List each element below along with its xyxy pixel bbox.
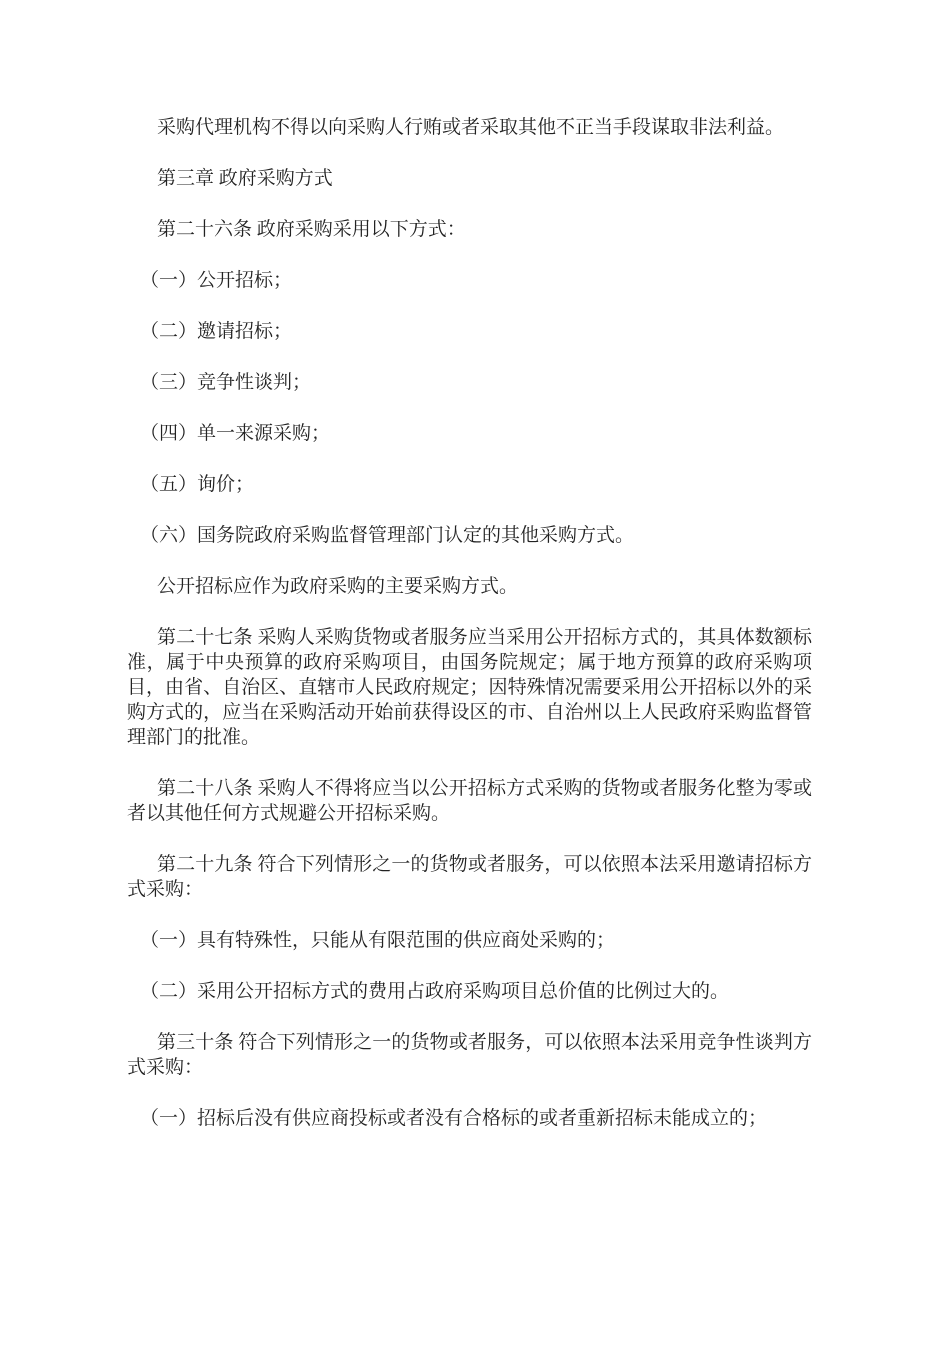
article-26-item-1: （一）公开招标； (140, 270, 293, 291)
article-30-intro: 第三十条 符合下列情形之一的货物或者服务，可以依照本法采用竞争性谈判方式采购： (127, 1032, 812, 1078)
article-29-intro: 第二十九条 符合下列情形之一的货物或者服务，可以依照本法采用邀请招标方式采购： (127, 854, 812, 900)
paragraph-open-tendering-main-method: 公开招标应作为政府采购的主要采购方式。 (157, 576, 519, 597)
article-26-item-3: （三）竞争性谈判； (140, 372, 312, 393)
article-26-item-6: （六）国务院政府采购监督管理部门认定的其他采购方式。 (140, 525, 635, 546)
article-26-item-4: （四）单一来源采购； (140, 423, 331, 444)
chapter-3-heading: 第三章 政府采购方式 (157, 168, 333, 189)
article-26-item-5: （五）询价； (140, 474, 255, 495)
article-29-item-2: （二）采用公开招标方式的费用占政府采购项目总价值的比例过大的。 (140, 981, 730, 1002)
article-27: 第二十七条 采购人采购货物或者服务应当采用公开招标方式的，其具体数额标准，属于中央预算的政府采购项目，由国务院规定；属于地方预算的政府采购项目，由省、自治区、直辖市人民政府规定；因特殊情况需要采用公开招标以外的采购方式的，应当在采购活动开始前获得设区的市、自治州以上人民政府采购监督管理部门的批准。 (127, 627, 812, 748)
paragraph-procurement-agency-rule: 采购代理机构不得以向采购人行贿或者采取其他不正当手段谋取非法利益。 (157, 117, 785, 138)
article-28: 第二十八条 采购人不得将应当以公开招标方式采购的货物或者服务化整为零或者以其他任何方式规避公开招标采购。 (127, 778, 812, 824)
article-30-item-1: （一）招标后没有供应商投标或者没有合格标的或者重新招标未能成立的； (140, 1108, 768, 1129)
article-26-item-2: （二）邀请招标； (140, 321, 293, 342)
article-26-intro: 第二十六条 政府采购采用以下方式： (157, 219, 466, 240)
article-29-item-1: （一）具有特殊性，只能从有限范围的供应商处采购的； (140, 930, 616, 951)
